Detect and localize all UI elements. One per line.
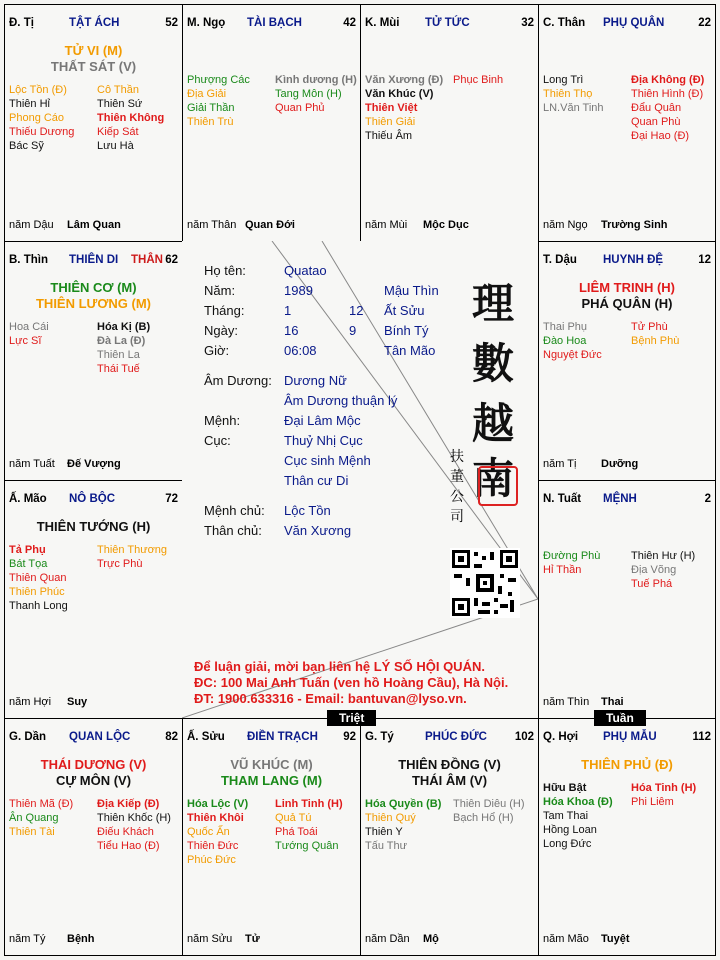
minor-star: Đại Hao (Đ): [631, 130, 690, 142]
minor-stars-left: [543, 549, 600, 577]
minor-stars-left: [543, 320, 602, 362]
minor-star: Văn Khúc (V): [365, 88, 434, 100]
palace-canchi: Q. Hợi: [543, 731, 579, 743]
minor-star: Hóa Lộc (V): [187, 798, 249, 810]
minor-star: Điếu Khách: [97, 826, 154, 838]
palace-year: năm Tý: [9, 933, 46, 945]
palace-phase: Mộc Dục: [423, 219, 469, 231]
palace-name: TÀI BẠCH: [247, 17, 302, 29]
triet-tag: Triệt: [327, 710, 376, 726]
minor-star: Thiên La: [97, 349, 140, 361]
minor-stars-left: [9, 83, 74, 153]
minor-star: Hóa Quyền (B): [365, 798, 442, 810]
palace-hoi[interactable]: [538, 718, 716, 956]
month-value: 1: [284, 303, 292, 318]
palace-phase: Tử: [245, 933, 260, 945]
minor-star: Phi Liêm: [631, 796, 674, 808]
hour-value: 06:08: [284, 343, 317, 358]
palace-age: 72: [165, 493, 178, 505]
palace-name: PHÚC ĐỨC: [425, 731, 487, 743]
small-char-2: 董: [450, 468, 464, 484]
palace-footer: [365, 219, 469, 231]
palace-age: 42: [343, 17, 356, 29]
contact-email-link[interactable]: ĐT: 1900.633316 - Email: bantuvan@lyso.vn.: [194, 691, 467, 706]
year-canchi: Mậu Thìn: [384, 283, 439, 298]
minor-star: Thanh Long: [9, 600, 68, 612]
day-canchi: Bính Tý: [384, 323, 429, 338]
minor-stars-right: [97, 797, 171, 853]
minor-star: Lực Sĩ: [9, 335, 42, 347]
minor-star: Địa Võng: [631, 564, 677, 576]
minor-star: Thiên Thương: [97, 544, 168, 556]
palace-footer: [9, 696, 88, 708]
minor-stars-right: [275, 73, 357, 115]
menh-label: Mệnh:: [204, 413, 241, 428]
contact-line-2: ĐC: 100 Mai Anh Tuấn (ven hồ Hoàng Cầu), Hà Nội.: [194, 675, 509, 690]
day-label: Ngày:: [204, 323, 238, 338]
minor-star: Trực Phù: [97, 558, 143, 570]
palace-phase: Suy: [67, 696, 88, 708]
palace-age: 22: [698, 17, 711, 29]
palace-year: năm Tuất: [9, 458, 55, 470]
palace-canchi: N. Tuất: [543, 493, 582, 505]
main-star: THAM LANG (M): [220, 773, 323, 788]
minor-star: Tuế Phá: [631, 578, 673, 590]
palace-phase: Lâm Quan: [67, 219, 121, 231]
minor-stars-right: [453, 797, 525, 825]
palace-name: PHỤ QUÂN: [603, 17, 665, 29]
cuc-value: Thuỷ Nhị Cục: [284, 433, 363, 448]
minor-star: Nguyệt Đức: [543, 349, 602, 361]
palace-canchi: Ấ. Mão: [9, 493, 47, 505]
main-star: PHÁ QUÂN (H): [581, 296, 673, 311]
minor-star: Phúc Đức: [187, 854, 236, 866]
minor-stars-right: [631, 781, 696, 809]
palace-phase: Thai: [601, 696, 624, 708]
palace-name: QUAN LỘC: [69, 731, 131, 743]
minor-stars-left: [187, 797, 248, 867]
palace-year: năm Mùi: [365, 219, 408, 231]
minor-star: Phượng Các: [187, 74, 250, 86]
palace-thin[interactable]: [4, 241, 183, 481]
month-canchi: Ất Sửu: [384, 303, 425, 318]
minor-star: Cô Thần: [97, 84, 139, 96]
minor-star: Hóa Kị (B): [97, 321, 151, 333]
minor-star: Giải Thần: [187, 102, 235, 114]
palace-tuat[interactable]: [538, 480, 716, 719]
menh-value: Đại Lâm Mộc: [284, 413, 361, 428]
palace-age: 82: [165, 731, 178, 743]
minor-star: Thiên Khốc (H): [97, 812, 171, 824]
minor-star: Địa Không (Đ): [631, 74, 705, 86]
minor-star: Quốc Ấn: [187, 826, 230, 838]
palace-footer: [543, 458, 639, 470]
palace-footer: [9, 933, 95, 945]
palace-age: 32: [521, 17, 534, 29]
hour-label: Giờ:: [204, 343, 230, 358]
year-label: Năm:: [204, 283, 236, 298]
minor-star: Thai Phụ: [543, 321, 588, 333]
palace-year: năm Hợi: [9, 696, 52, 708]
amduong-value: Dương Nữ: [284, 373, 347, 388]
minor-star: Thiên Mã (Đ): [9, 798, 74, 810]
palace-canchi: T. Dậu: [543, 254, 577, 266]
palace-dau[interactable]: [538, 241, 716, 481]
minor-star: Quan Phủ: [275, 102, 325, 114]
palace-canchi: Đ. Tị: [9, 17, 34, 29]
minor-star: Thiên Hư (H): [631, 550, 696, 562]
palace-ty[interactable]: [360, 718, 539, 956]
minor-star: Long Trì: [543, 74, 584, 86]
minor-star: Thiếu Dương: [9, 126, 75, 138]
main-star: CỰ MÔN (V): [55, 773, 132, 788]
contact-line-1: Để luận giải, mời bạn liên hệ LÝ SỐ HỘI QUÁN.: [194, 659, 485, 674]
palace-year: năm Dần: [365, 933, 410, 945]
palace-year: năm Dậu: [9, 219, 54, 231]
minor-stars-right: [275, 797, 343, 853]
palace-age: 102: [514, 731, 534, 743]
palace-footer: [187, 219, 295, 231]
cuc-label: Cục:: [204, 433, 231, 448]
center-info-panel: [182, 241, 538, 718]
minor-stars-right: [97, 320, 150, 376]
palace-age: 12: [698, 254, 711, 266]
main-star: THIÊN ĐỒNG (V): [398, 757, 501, 772]
minor-star: Hóa Tinh (H): [631, 782, 697, 794]
minor-star: Kình dương (H): [275, 74, 357, 86]
minor-star: Ân Quang: [9, 812, 59, 824]
year-value: 1989: [284, 283, 313, 298]
palace-year: năm Mão: [543, 933, 589, 945]
amduong-label: Âm Dương:: [204, 373, 272, 388]
minor-stars-right: [453, 73, 503, 87]
palace-name: ĐIỀN TRẠCH: [247, 731, 318, 743]
minor-stars-right: [631, 549, 695, 591]
minor-star: Thiên Tài: [9, 826, 55, 838]
palace-age: 62: [165, 254, 178, 266]
minor-star: Bát Tọa: [9, 558, 48, 570]
minor-star: Hỉ Thần: [543, 564, 582, 576]
small-char-1: 扶: [450, 448, 464, 464]
palace-ti[interactable]: [4, 4, 183, 242]
calligraphy-char-1: 理: [472, 279, 515, 328]
main-star: VŨ KHÚC (M): [230, 757, 313, 772]
palace-footer: [187, 933, 260, 945]
palace-footer: [543, 219, 668, 231]
minor-star: Kiếp Sát: [97, 126, 139, 138]
palace-age: 52: [165, 17, 178, 29]
menh-chu-value: Lộc Tồn: [284, 503, 331, 518]
minor-star: Thiếu Âm: [365, 130, 413, 142]
palace-phase: Mộ: [423, 933, 439, 945]
minor-star: Hoa Cái: [9, 321, 49, 333]
palace-phase: Dưỡng: [601, 458, 639, 470]
palace-year: năm Thìn: [543, 696, 590, 708]
palace-phase: Quan Đới: [245, 219, 295, 231]
minor-star: Tướng Quân: [275, 840, 339, 852]
minor-stars-left: [543, 73, 604, 115]
minor-star: Thiên Hỉ: [9, 98, 50, 110]
minor-star: Đào Hoa: [543, 335, 587, 347]
palace-phase: Trường Sinh: [601, 219, 668, 231]
palace-than[interactable]: [538, 4, 716, 242]
cuc-value2: Cục sinh Mệnh: [284, 453, 371, 468]
month-label: Tháng:: [204, 303, 245, 318]
minor-stars-right: [97, 83, 164, 153]
minor-star: Thiên Sứ: [97, 98, 143, 110]
palace-name: TỬ TỨC: [425, 17, 470, 29]
palace-year: năm Sửu: [187, 933, 233, 945]
palace-name: MỆNH: [603, 493, 637, 505]
minor-star: Phục Binh: [453, 74, 504, 86]
minor-star: Tử Phù: [631, 321, 668, 333]
palace-name: NÔ BỘC: [69, 493, 115, 505]
minor-star: Thiên Đức: [187, 840, 239, 852]
palace-canchi: Ấ. Sửu: [187, 731, 225, 743]
minor-star: Thiên Không: [97, 112, 165, 124]
palace-name: HUYNH ĐỆ: [603, 254, 664, 266]
name-label: Họ tên:: [204, 263, 246, 278]
minor-star: Tam Thai: [543, 810, 589, 822]
minor-star: Tả Phụ: [9, 544, 46, 556]
minor-star: Thiên Quý: [365, 812, 416, 824]
palace-canchi: G. Dần: [9, 731, 47, 743]
main-star: THIÊN PHỦ (Đ): [581, 757, 673, 772]
minor-stars-right: [631, 73, 704, 143]
tuan-tag: Tuần: [594, 710, 646, 726]
qr-code-icon[interactable]: [450, 548, 520, 618]
palace-canchi: B. Thìn: [9, 254, 48, 266]
minor-star: Thái Tuế: [97, 363, 140, 375]
palace-canchi: C. Thân: [543, 17, 586, 29]
minor-star: Phá Toái: [275, 826, 318, 838]
palace-footer: [9, 458, 121, 470]
small-char-4: 司: [450, 508, 464, 524]
minor-star: Quả Tú: [275, 812, 312, 824]
palace-canchi: G. Tý: [365, 731, 394, 743]
palace-canchi: M. Ngọ: [187, 17, 226, 29]
minor-star: Địa Kiếp (Đ): [97, 798, 160, 810]
palace-footer: [543, 933, 630, 945]
small-char-3: 公: [450, 488, 464, 504]
minor-stars-right: [97, 543, 167, 571]
palace-name: PHỤ MẪU: [603, 731, 657, 743]
minor-star: Văn Xương (Đ): [365, 74, 444, 86]
palace-phase: Tuyệt: [601, 933, 630, 945]
than-marker: THÂN: [131, 254, 163, 266]
minor-star: Lưu Hà: [97, 140, 134, 152]
minor-star: Hữu Bật: [543, 782, 587, 794]
minor-star: Bệnh Phù: [631, 335, 680, 347]
red-seal-icon: [478, 466, 518, 506]
main-star: TỬ VI (M): [64, 43, 123, 58]
palace-name: TẬT ÁCH: [69, 17, 120, 29]
minor-stars-left: [187, 73, 250, 129]
minor-star: Tấu Thư: [365, 840, 408, 852]
palace-phase: Đế Vượng: [67, 458, 121, 470]
month-lunar: 12: [349, 303, 364, 318]
palace-year: năm Thân: [187, 219, 237, 231]
minor-star: Đà La (Đ): [97, 335, 146, 347]
palace-name: THIÊN DI: [69, 254, 119, 266]
minor-star: Thiên Trù: [187, 116, 234, 128]
minor-star: Bạch Hổ (H): [453, 812, 514, 824]
minor-star: Thiên Giải: [365, 116, 416, 128]
main-star: THIÊN TƯỚNG (H): [36, 519, 151, 534]
calligraphy-char-2: 數: [472, 339, 515, 388]
minor-stars-left: [365, 797, 441, 853]
palace-age: 92: [343, 731, 356, 743]
palace-age: 112: [692, 731, 711, 743]
minor-star: Tang Môn (H): [275, 88, 342, 100]
main-star: THÁI ÂM (V): [411, 773, 488, 788]
main-star: THẤT SÁT (V): [50, 59, 137, 74]
day-lunar: 9: [349, 323, 357, 338]
minor-star: Đường Phù: [543, 550, 601, 562]
minor-stars-right: [631, 320, 679, 348]
minor-star: Quan Phù: [631, 116, 681, 128]
main-star: THÁI DƯƠNG (V): [40, 757, 147, 772]
minor-stars-left: [9, 797, 73, 839]
palace-ngo[interactable]: [182, 4, 361, 242]
than-chu-value: Văn Xương: [284, 523, 352, 538]
than-chu-label: Thân chủ:: [204, 523, 262, 538]
palace-mao[interactable]: [4, 480, 183, 719]
minor-star: Bác Sỹ: [9, 140, 44, 152]
minor-stars-left: [9, 320, 49, 348]
minor-star: Lộc Tồn (Đ): [9, 84, 67, 96]
palace-suu[interactable]: [182, 718, 361, 956]
name-value: Quatao: [284, 263, 327, 278]
amduong-value2: Âm Dương thuận lý: [284, 393, 398, 408]
minor-star: Thiên Hình (Đ): [631, 88, 704, 100]
minor-star: Tiểu Hao (Đ): [97, 840, 160, 852]
minor-star: Linh Tinh (H): [275, 798, 343, 810]
minor-star: LN.Văn Tinh: [543, 102, 604, 114]
calligraphy-char-4: 南: [472, 454, 515, 503]
minor-star: Thiên Diêu (H): [453, 798, 525, 810]
main-star: THIÊN CƠ (M): [50, 280, 137, 295]
menh-chu-label: Mệnh chủ:: [204, 503, 265, 518]
minor-stars-left: [543, 781, 613, 851]
minor-stars-left: [365, 73, 443, 143]
minor-star: Thiên Y: [365, 826, 403, 838]
palace-year: năm Tị: [543, 458, 577, 470]
main-star: LIÊM TRINH (H): [578, 280, 676, 295]
minor-star: Địa Giải: [187, 88, 227, 100]
palace-footer: [365, 933, 439, 945]
palace-canchi: K. Mùi: [365, 17, 400, 29]
hour-canchi: Tân Mão: [384, 343, 436, 358]
palace-dan[interactable]: [4, 718, 183, 956]
palace-mui[interactable]: [360, 4, 539, 242]
minor-star: Thiên Phúc: [9, 586, 65, 598]
minor-star: Phong Cáo: [9, 112, 65, 124]
palace-footer: [9, 219, 121, 231]
minor-star: Thiên Quan: [9, 572, 67, 584]
minor-star: Thiên Việt: [365, 102, 418, 114]
minor-stars-left: [9, 543, 68, 613]
palace-footer: [543, 696, 624, 708]
minor-star: Thiên Khôi: [187, 812, 244, 824]
palace-age: 2: [704, 493, 711, 505]
day-value: 16: [284, 323, 299, 338]
calligraphy-char-3: 越: [472, 399, 515, 448]
minor-star: Đẩu Quân: [631, 102, 682, 114]
palace-phase: Bệnh: [67, 933, 95, 945]
palace-year: năm Ngọ: [543, 219, 588, 231]
minor-star: Hóa Khoa (Đ): [543, 796, 613, 808]
cuc-value3: Thân cư Di: [284, 473, 349, 488]
minor-star: Thiên Thọ: [543, 88, 593, 100]
minor-star: Hồng Loan: [543, 824, 597, 836]
main-star: THIÊN LƯƠNG (M): [35, 296, 152, 311]
minor-star: Long Đức: [543, 838, 592, 850]
